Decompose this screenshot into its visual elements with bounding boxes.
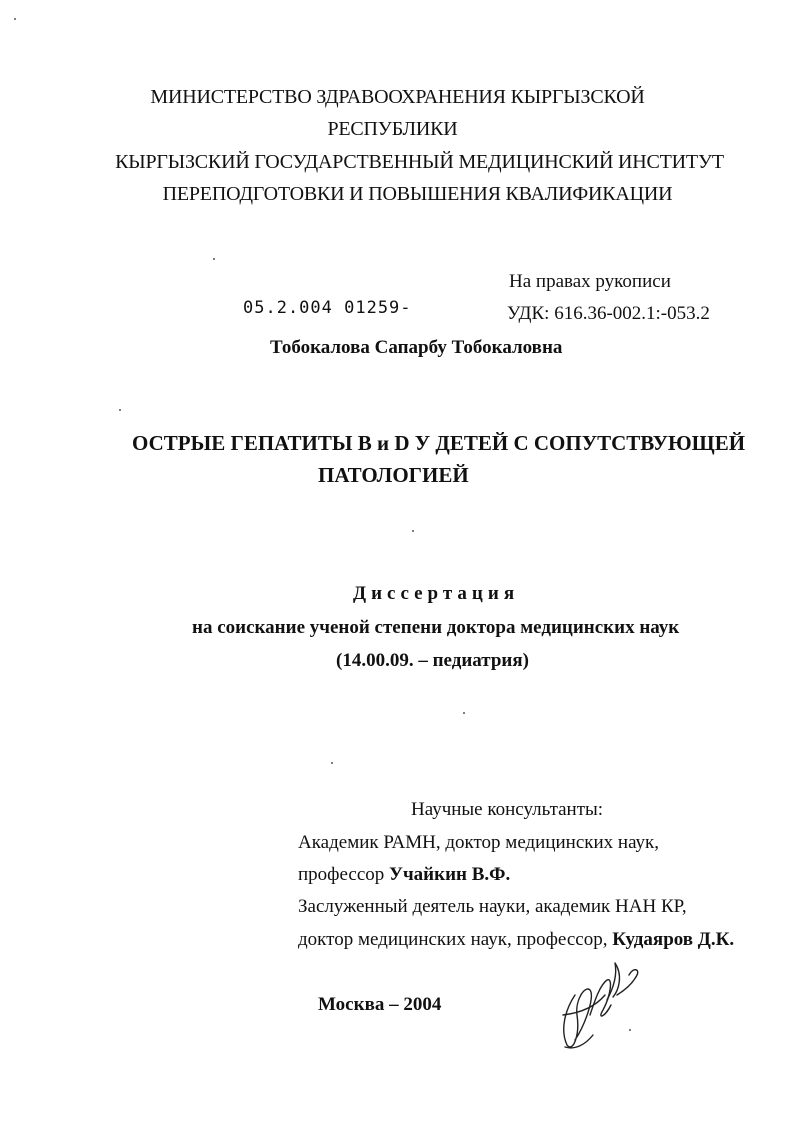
handwritten-signature: [545, 955, 655, 1055]
consultant-1-titles: Академик РАМН, доктор медицинских наук,: [298, 832, 660, 853]
consultant-2-name: Кудаяров Д.К.: [612, 929, 735, 950]
consultant-1-name: Учайкин В.Ф.: [389, 864, 511, 885]
consultant-2-titles: Заслуженный деятель науки, академик НАН КР,: [298, 896, 687, 917]
scan-speck: [213, 258, 215, 260]
consultant-2-name-line: [298, 929, 734, 951]
place-year: Москва – 2004: [318, 994, 442, 1015]
consultant-2-prefix: доктор медицинских наук, профессор,: [298, 929, 613, 950]
scan-speck: [331, 762, 333, 764]
degree-purpose: на соискание ученой степени доктора медицинских наук: [192, 617, 680, 638]
ministry-line-1: МИНИСТЕРСТВО ЗДРАВООХРАНЕНИЯ КЫРГЫЗСКОЙ: [150, 86, 645, 108]
institute-line-2: ПЕРЕПОДГОТОВКИ И ПОВЫШЕНИЯ КВАЛИФИКАЦИИ: [162, 183, 673, 205]
scan-speck: [412, 530, 414, 532]
institute-line-1: КЫРГЫЗСКИЙ ГОСУДАРСТВЕННЫЙ МЕДИЦИНСКИЙ ИНСТИТУТ: [115, 151, 724, 173]
thesis-title-line-1: ОСТРЫЕ ГЕПАТИТЫ В и D У ДЕТЕЙ С СОПУТСТВУЮЩЕЙ: [132, 431, 746, 455]
scan-speck: [629, 1029, 631, 1031]
scan-speck: [14, 18, 16, 20]
scan-speck: [463, 712, 465, 714]
manuscript-rights: На правах рукописи: [509, 271, 671, 292]
registration-stamp: 05.2.004 01259-: [243, 298, 412, 318]
scan-speck: [119, 409, 121, 411]
consultant-1-name-line: [298, 864, 510, 886]
consultants-heading: Научные консультанты:: [411, 799, 604, 820]
consultant-1-prefix: профессор: [298, 864, 390, 885]
dissertation-label: Диссертация: [353, 583, 520, 604]
author-name: Тобокалова Сапарбу Тобокаловна: [270, 337, 563, 358]
udc-code: УДК: 616.36-002.1:-053.2: [507, 303, 710, 324]
ministry-line-2: РЕСПУБЛИКИ: [327, 118, 458, 140]
specialty: (14.00.09. – педиатрия): [336, 650, 529, 671]
thesis-title-line-2: ПАТОЛОГИЕЙ: [318, 463, 469, 487]
